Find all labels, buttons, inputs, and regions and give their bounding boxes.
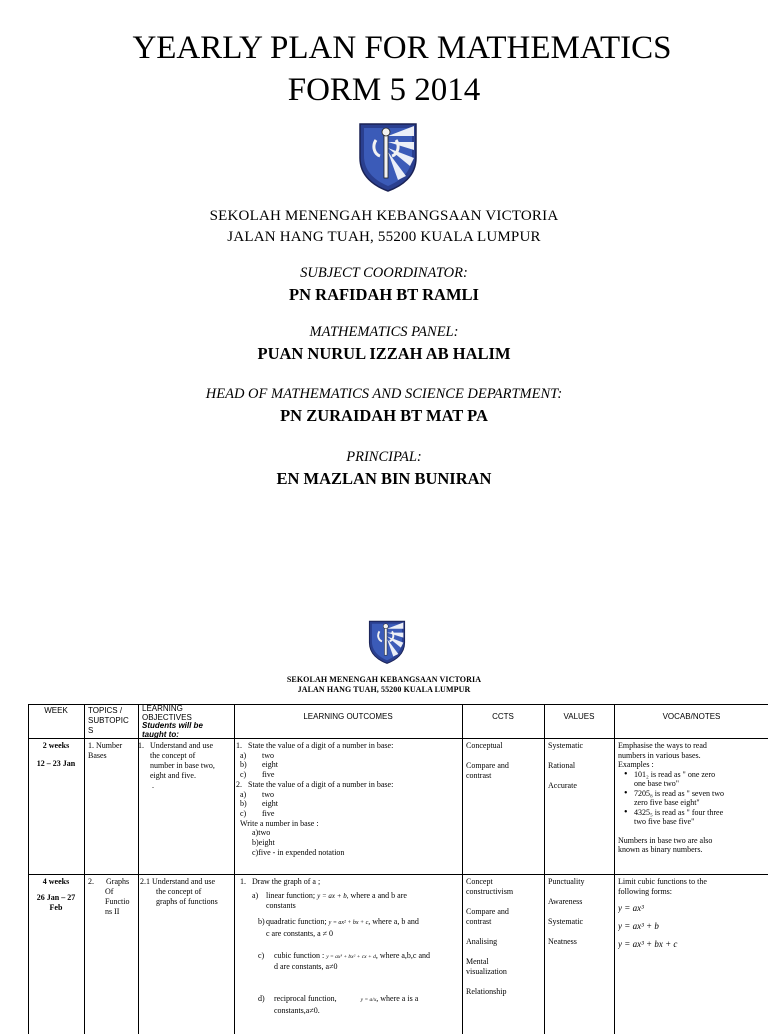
header-learning-outcomes: LEARNING OUTCOMES <box>303 712 393 721</box>
school-name: SEKOLAH MENENGAH KEBANGSAAN VICTORIA <box>209 208 559 224</box>
row2-lo1-c-text2: , where a,b,c and <box>375 950 431 960</box>
row2-week-duration: 4 weeks <box>42 877 70 886</box>
row2-formula3: y = ax³ + bx + c <box>618 939 678 949</box>
row2-lo1-a-text2: where a and b are <box>350 890 407 900</box>
row1-topic <box>88 741 138 761</box>
row2-ccts-line3: Compare and <box>466 907 509 916</box>
header-week: WEEK <box>44 706 68 715</box>
row1-example3-line2: two five base five" <box>634 817 695 826</box>
header-lo-line2: OBJECTIVES <box>142 712 192 722</box>
row1-lo3: Write a number in base : <box>240 818 319 828</box>
row2-ccts-line4: contrast <box>466 917 492 926</box>
row1-example2-line1: • 7205₈ is read as " seven two <box>634 788 725 798</box>
row2-lo1-c-equation: y = ax³ + bx² + cx + d <box>326 953 376 960</box>
row2-ccts <box>466 877 544 997</box>
row2-outcomes: 1. Draw the graph of a ; a) linear function; y = ax + b, where a and b are constants b) quadratic function; y = ax² + bx + c, where a, b and c are constants, a ≠ 0 c) cubic function : y = ax³ + bx² + cx + d, where a,b,c and d are constants, a≠0 d) reciprocal function, y = a/x, where a is a constants,a≠0. <box>236 877 462 1027</box>
row2-ccts-line6: Mental <box>466 957 489 966</box>
row1-lo2-c: five <box>262 808 275 818</box>
row1-values <box>548 741 614 791</box>
row1-topic-num: 1. <box>88 741 94 750</box>
row2-ccts-line1: Concept <box>466 877 493 886</box>
row2-lo1-c-text3: d are constants, a≠0 <box>274 962 338 972</box>
row2-topic-line3: Functio <box>105 897 130 906</box>
row2-lo1-b-text: quadratic function; <box>266 917 327 927</box>
row2-topic-line2: Of <box>105 887 114 896</box>
row1-lo1-a: two <box>262 750 274 760</box>
row1-lo3-b: b)eight <box>252 838 275 848</box>
role-subject-coordinator: SUBJECT COORDINATOR: <box>300 265 468 281</box>
row1-ccts-line3: contrast <box>466 771 492 780</box>
row2-notes-line2: following forms: <box>618 887 672 896</box>
row1-notes <box>618 741 768 855</box>
row1-example2-line2: zero five base eight" <box>634 798 700 807</box>
row2-lo1-a-equation: y = ax + b, <box>317 891 349 900</box>
row2-formula2: y = ax³ + b <box>618 921 659 931</box>
row2-topic-num: 2. <box>88 877 94 886</box>
row1-topic-line1: Number <box>96 741 123 750</box>
row1-example1-line1: • 101₂ is read as " one zero <box>634 769 716 779</box>
row1-obj-line1: Understand and use <box>150 741 214 750</box>
row2-notes-line1: Limit cubic functions to the <box>618 877 707 886</box>
row1-notes-line2: numbers in various bases. <box>618 750 701 760</box>
row2-values-line2: Awareness <box>548 897 583 906</box>
header-lo-line4: taught to: <box>142 729 179 739</box>
header-lo-line3: Students will be <box>142 721 203 730</box>
row1-example1-line2: one base two" <box>634 779 680 788</box>
row1-outcomes: 1. State the value of a digit of a number in base: a) two b) eight c) five 2. State the value of a digit of a number in base: a) two b) eight c) five Write a number in base : a)two b)eight c)five - in expended notation <box>236 741 462 857</box>
row2-values <box>548 877 614 947</box>
row1-example3-line1: • 4325₅ is read as " four three <box>634 807 724 817</box>
page2-school-address: JALAN HANG TUAH, 55200 KUALA LUMPUR <box>297 685 471 694</box>
header-topics <box>88 706 138 736</box>
row1-ccts-line2: Compare and <box>466 761 509 770</box>
row1-lo1-b: eight <box>262 760 278 770</box>
role-principal: PRINCIPAL: <box>346 449 422 465</box>
row2-week-dates-line1: 26 Jan – 27 <box>36 893 76 902</box>
row1-notes-line5: known as binary numbers. <box>618 845 703 854</box>
row2-obj-line3: graphs of functions <box>156 897 218 906</box>
row2-lo1-b-text3: c are constants, a ≠ 0 <box>266 928 334 938</box>
header-lo-line1: LEARNING <box>142 705 183 713</box>
header-learning-objectives <box>142 705 234 739</box>
row2-obj-num: 2.1 <box>140 877 150 886</box>
role-mathematics-panel: MATHEMATICS PANEL: <box>309 324 459 340</box>
row1-lo3-a: a)two <box>252 828 271 838</box>
document-title-line2: FORM 5 2014 <box>287 72 481 108</box>
row2-week-dates-line2: Feb <box>49 903 63 912</box>
name-mathematics-panel: PUAN NURUL IZZAH AB HALIM <box>257 344 511 363</box>
row2-values-line1: Punctuality <box>548 877 585 886</box>
row1-lo1: State the value of a digit of a number in base: <box>248 741 394 750</box>
row1-values-line1: Systematic <box>548 741 584 750</box>
row1-values-line3: Accurate <box>548 781 577 790</box>
role-head-of-department: HEAD OF MATHEMATICS AND SCIENCE DEPARTMENT: <box>205 386 563 402</box>
row2-ccts-line2: constructivism <box>466 887 514 896</box>
header-vocab-notes: VOCAB/NOTES <box>662 712 721 721</box>
row2-ccts-line5: Analising <box>466 937 498 946</box>
row1-obj-line5: . <box>152 781 154 790</box>
row1-week <box>28 741 84 769</box>
row2-lo1-d-text: reciprocal function, <box>274 993 337 1003</box>
row1-obj-num: 1. <box>138 741 144 750</box>
row1-notes-line3: Examples : <box>618 760 654 769</box>
row2-lo1-d-equation: y = a/x <box>360 996 377 1003</box>
header-values: VALUES <box>563 712 595 721</box>
row1-obj-line4: eight and five. <box>150 771 196 780</box>
row2-week <box>28 877 84 913</box>
row1-week-dates: 12 – 23 Jan <box>36 759 76 768</box>
row2-lo1-a-text: linear function; <box>266 890 316 900</box>
row1-lo2: State the value of a digit of a number in base: <box>248 779 394 789</box>
row2-obj-line1: Understand and use <box>152 877 216 886</box>
row1-obj-line3: number in base two, <box>150 761 215 770</box>
header-topics-line2: SUBTOPIC <box>88 716 129 725</box>
row2-lo1-d-text3: constants,a≠0. <box>274 1005 320 1015</box>
header-topics-line3: S <box>88 726 94 735</box>
name-principal: EN MAZLAN BIN BUNIRAN <box>276 469 492 488</box>
row1-lo2-a: two <box>262 789 274 799</box>
school-address: JALAN HANG TUAH, 55200 KUALA LUMPUR <box>227 229 541 245</box>
row2-obj-line2: the concept of <box>156 887 202 896</box>
header-topics-line1: TOPICS / <box>88 706 123 715</box>
row1-example1 <box>618 770 768 789</box>
row2-ccts-line7: visualization <box>466 967 507 976</box>
row2-values-line4: Neatness <box>548 937 577 946</box>
header-ccts: CCTS <box>492 712 514 721</box>
name-subject-coordinator: PN RAFIDAH BT RAMLI <box>289 285 479 304</box>
row1-values-line2: Rational <box>548 761 576 770</box>
row1-ccts-line1: Conceptual <box>466 741 503 750</box>
row2-lo1: Draw the graph of a ; <box>252 877 321 886</box>
row1-example3 <box>618 808 768 827</box>
row2-values-line3: Systematic <box>548 917 584 926</box>
row1-example2 <box>618 789 768 808</box>
row2-notes <box>618 877 768 949</box>
row2-topic-line1: Graphs <box>106 877 130 886</box>
row1-obj-line2: the concept of <box>150 751 196 760</box>
row2-lo1-d-text2: , where a is a <box>376 993 419 1003</box>
school-crest-small-icon <box>368 620 406 664</box>
row2-objective <box>140 877 234 907</box>
school-crest-icon <box>358 122 418 192</box>
row1-ccts <box>466 741 544 781</box>
row2-topic-line4: ns II <box>105 907 120 916</box>
yearly-plan-table <box>28 704 768 1034</box>
row1-topic-line2: Bases <box>88 751 107 760</box>
row2-formula1: y = ax³ <box>618 903 644 913</box>
row2-lo1-c-text: cubic function : <box>274 950 325 960</box>
name-head-of-department: PN ZURAIDAH BT MAT PA <box>280 406 488 425</box>
row2-topic <box>88 877 138 917</box>
row1-lo2-b: eight <box>262 799 278 809</box>
row1-lo1-c: five <box>262 770 275 780</box>
document-title-line1: YEARLY PLAN FOR MATHEMATICS <box>132 30 672 66</box>
row2-lo1-a-text3: constants <box>266 901 296 911</box>
row1-notes-line1: Emphasise the ways to read <box>618 741 707 750</box>
page2-school-name: SEKOLAH MENENGAH KEBANGSAAN VICTORIA <box>286 675 482 684</box>
row2-ccts-line8: Relationship <box>466 987 507 996</box>
row1-objective <box>138 741 234 791</box>
row2-lo1-b-equation: y = ax² + bx + c <box>328 920 369 927</box>
row1-notes-line4: Numbers in base two are also <box>618 835 713 845</box>
row1-week-duration: 2 weeks <box>42 741 70 750</box>
row2-lo1-b-text2: , where a, b and <box>368 917 419 927</box>
row1-lo3-c: c)five - in expended notation <box>252 847 345 857</box>
